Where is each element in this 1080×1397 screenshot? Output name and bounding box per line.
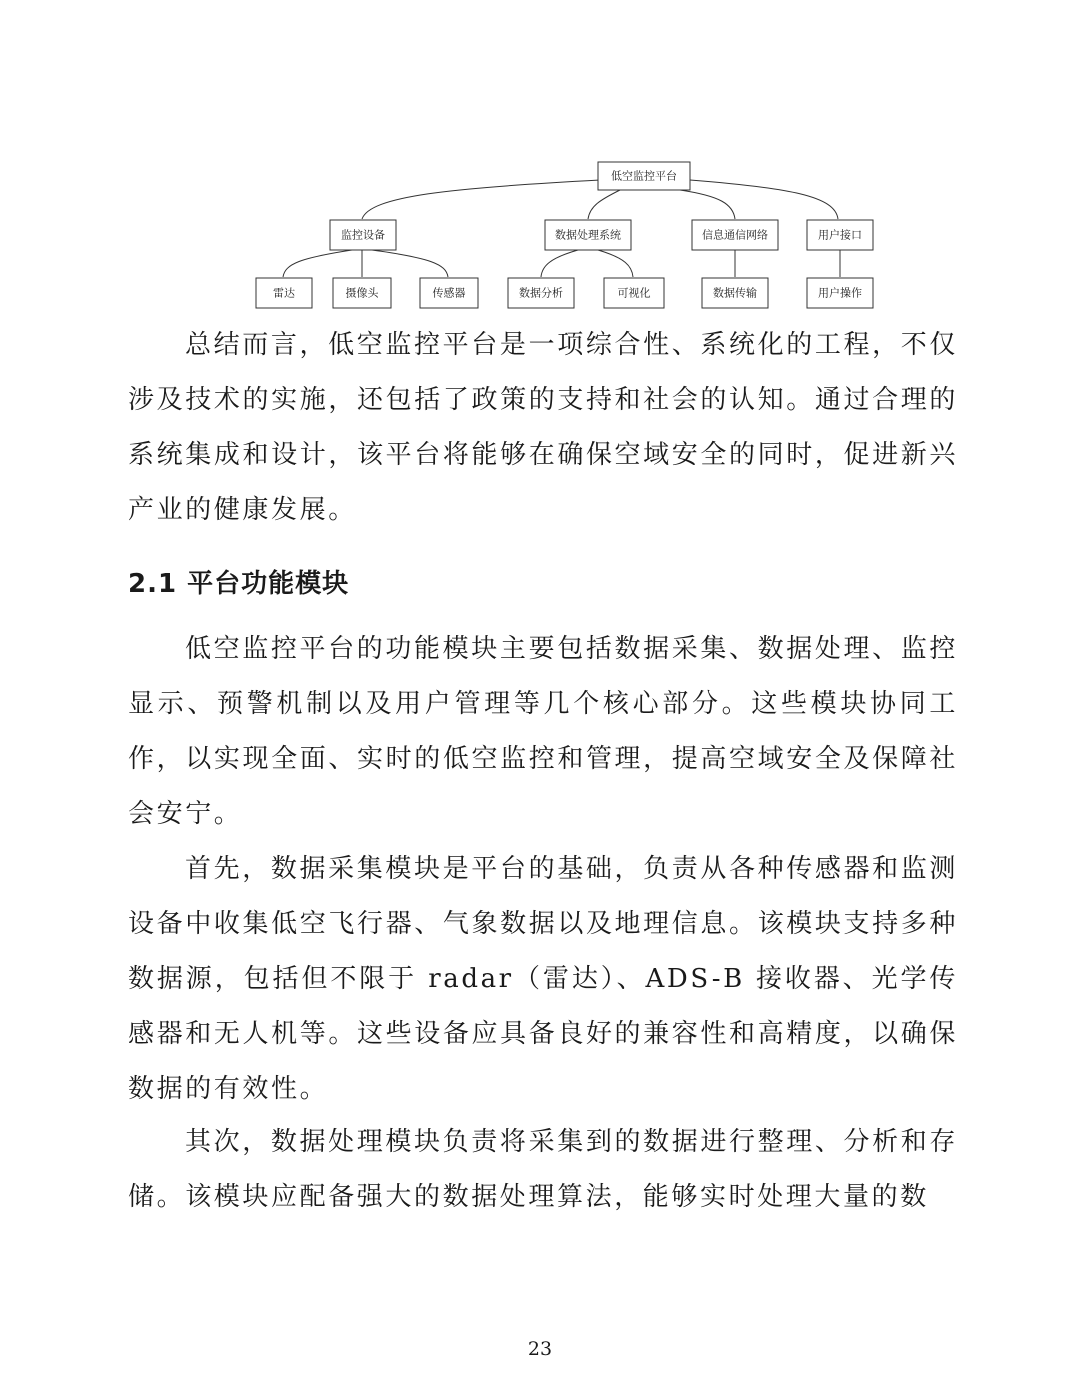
page-number: 23 bbox=[527, 1338, 553, 1360]
diagram-node-user-api bbox=[807, 220, 873, 250]
intro-paragraph: 低空监控平台的功能模块主要包括数据采集、数据处理、监控显示、预警机制以及用户管理等几个核心部分。这些模块协同工作，以实现全面、实时的低空监控和管理，提高空域安全及保障社会安宁。 bbox=[128, 634, 958, 829]
diagram-node-operation bbox=[807, 278, 873, 308]
edge-root-network bbox=[680, 190, 735, 219]
diagram-node-label: 信息通信网络 bbox=[702, 228, 768, 242]
edge-root-monitoring bbox=[362, 180, 600, 219]
diagram-node-label: 摄像头 bbox=[345, 286, 379, 300]
diagram-node-analysis bbox=[508, 278, 574, 308]
diagram-node-monitoring bbox=[330, 220, 396, 250]
summary-paragraph: 总结而言，低空监控平台是一项综合性、系统化的工程，不仅涉及技术的实施，还包括了政策的支持和社会的认知。通过合理的系统集成和设计，该平台将能够在确保空域安全的同时，促进新兴产业的健康发展。 bbox=[128, 330, 958, 525]
diagram-node-visualization bbox=[604, 278, 664, 308]
diagram-node-label: 数据分析 bbox=[519, 286, 563, 300]
edge-root-userapi bbox=[690, 180, 838, 219]
diagram-node-label: 雷达 bbox=[273, 286, 295, 300]
edge-root-processing bbox=[588, 190, 620, 219]
edge-monitoring-radar bbox=[283, 250, 352, 277]
diagram-node-sensor bbox=[420, 278, 478, 308]
diagram-node-label: 用户操作 bbox=[818, 286, 862, 300]
diagram-root-node bbox=[598, 162, 690, 190]
diagram-node-label: 数据传输 bbox=[713, 286, 757, 300]
data-processing-paragraph: 其次，数据处理模块负责将采集到的数据进行整理、分析和存储。该模块应配备强大的数据处理算法，能够实时处理大量的数 bbox=[128, 1127, 958, 1212]
section-heading: 2.1 平台功能模块 bbox=[128, 569, 350, 599]
diagram-node-label: 用户接口 bbox=[818, 228, 862, 242]
diagram-node-label: 数据处理系统 bbox=[555, 228, 621, 242]
edge-processing-visualization bbox=[598, 250, 633, 277]
platform-structure-diagram bbox=[0, 0, 1080, 330]
diagram-node-label: 传感器 bbox=[432, 286, 466, 300]
diagram-node-label: 可视化 bbox=[617, 286, 651, 300]
diagram-root-label: 低空监控平台 bbox=[611, 169, 677, 183]
data-collection-paragraph: 首先，数据采集模块是平台的基础，负责从各种传感器和监测设备中收集低空飞行器、气象数据以及地理信息。该模块支持多种数据源，包括但不限于 radar（雷达）、ADS-B 接收器、光学传感器和无人机等。这些设备应具备良好的兼容性和高精度，以确保数据的有效性。 bbox=[128, 854, 958, 1104]
diagram-node-network bbox=[692, 220, 778, 250]
diagram-node-processing bbox=[545, 220, 631, 250]
diagram-node-camera bbox=[333, 278, 391, 308]
edge-processing-analysis bbox=[541, 250, 578, 277]
diagram-node-transmission bbox=[702, 278, 768, 308]
diagram-node-radar bbox=[256, 278, 312, 308]
edge-monitoring-sensor bbox=[372, 250, 448, 277]
diagram-node-label: 监控设备 bbox=[341, 228, 385, 242]
